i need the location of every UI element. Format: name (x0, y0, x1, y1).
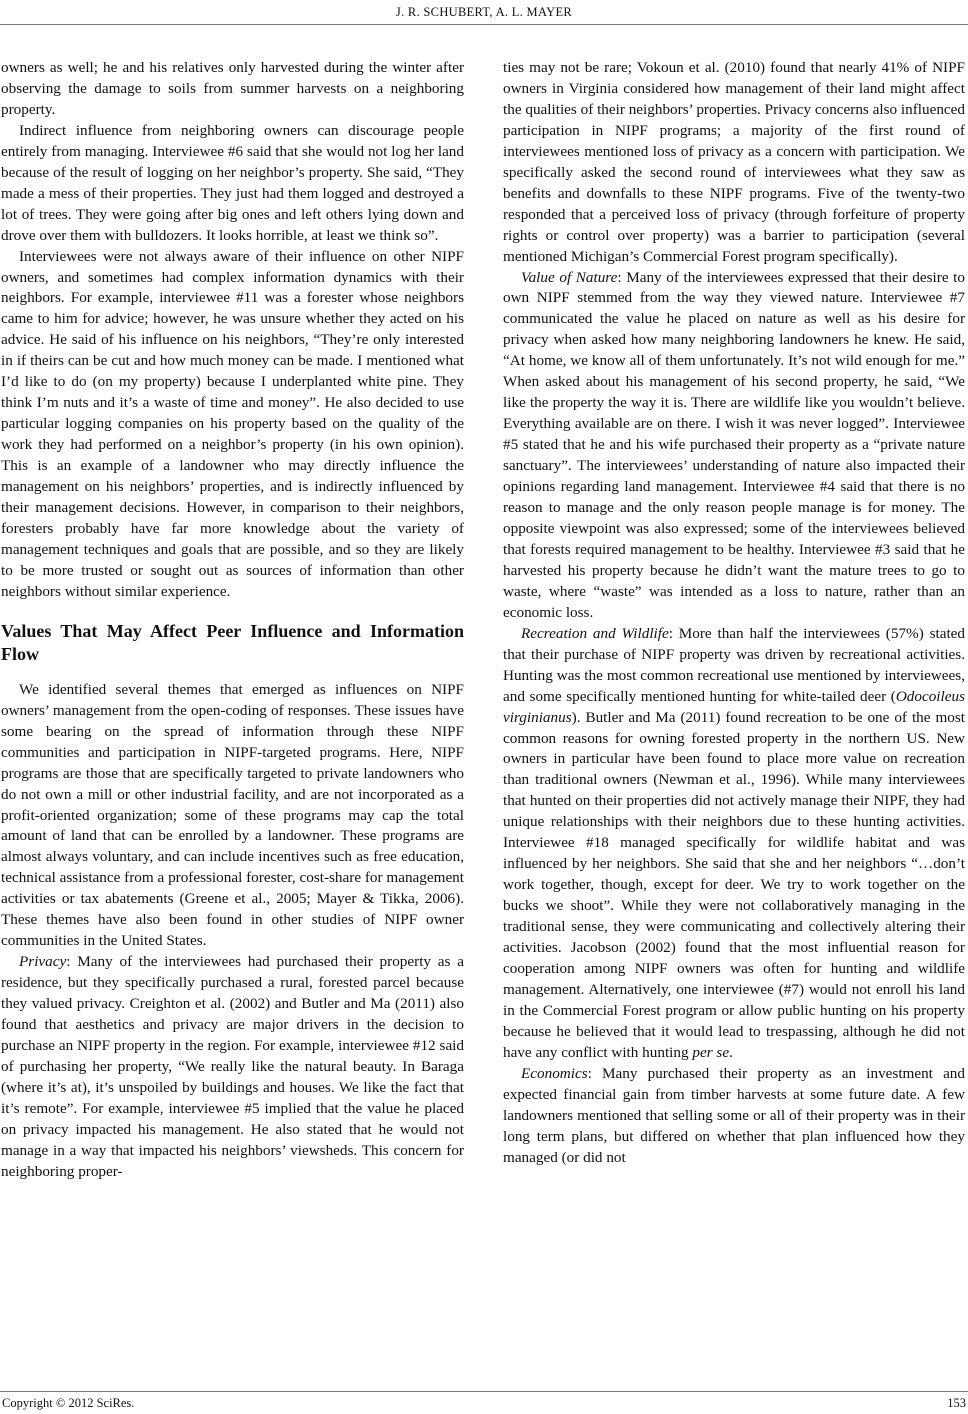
page-number: 153 (947, 1396, 966, 1410)
section-heading: Values That May Affect Peer Influence and Information Flow (1, 620, 464, 664)
paragraph-privacy (1, 952, 464, 1182)
paragraph-text: : Many purchased their property as an investment and expected financial gain from timber harvests at some future date. A few landowners mentioned that selling some or all of their property was in their long term plans, but differed on whether that plan influenced how they managed (or did not (503, 1064, 965, 1166)
paragraph-text: . (729, 1043, 733, 1061)
footer-divider (0, 1391, 968, 1392)
paragraph-text: : Many of the interviewees expressed that their desire to own NIPF stemmed from the way they viewed nature. Interviewee #7 communicated the value he placed on nature as well as his desire for privacy when asked how many neighboring landowners he knew. He said, “At home, we know all of them unfortunately. It’s not wild enough for me.” When asked about his management of his second property, he said, “We like the property the way it is. There are wildlife like you wouldn’t believe. Everything available are on there. I wish it was never logged”. Interviewee #5 stated that he and his wife purchased their property as a “private nature sanctuary”. The interviewees’ understanding of nature also impacted their opinions regarding land management. Interviewee #4 said that there is no reason to manage and the only reason people manage is for money. The opposite viewpoint was also expressed; some of the interviewees believed that forests required management to be healthy. Interviewee #3 said that he harvested his property because he didn’t want the mature trees to go to waste, where “waste” was intended as a loss to nature, rather than an economic loss. (503, 268, 965, 621)
paragraph: Interviewees were not always aware of their influence on other NIPF owners, and sometimes had complex information dynamics with their neighbors. For example, interviewee #11 was a forester whose neighbors came to him for advice; however, he was unsure whether they acted on his advice. He said of his influence on his neighbors, “They’re only interested in if theirs can be cut and how much money can be made. I mentioned what I’d like to do (on my property) because I underplanted white pine. They think I’m nuts and it’s a waste of time and money”. He also decided to use particular logging companies on his property based on the quality of the work they had performed on a neighbor’s property (in his own opinion). This is an example of a landowner who may directly influence the management on his neighbors’ properties, and is indirectly influenced by their management decisions. However, in comparison to their neighbors, foresters probably have far more knowledge about the variety of management techniques and goals that are possible, and so they are likely to be more trusted or sought out as sources of information than other neighbors without similar experience. (1, 247, 464, 600)
right-column (503, 58, 965, 1169)
paragraph: ties may not be rare; Vokoun et al. (2010) found that nearly 41% of NIPF owners in Virginia considered how management of their land might affect the qualities of their neighbors’ properties. Privacy concerns also influenced participation in NIPF programs; a majority of the first round of interviewees mentioned loss of privacy as a concern with participation. We specifically asked the second round of interviewees what they saw as benefits and downfalls to these NIPF programs. Five of the twenty-two responded that a perceived loss of privacy (through forfeiture of property rights or control over property) was a barrier to participation (several mentioned Michigan’s Commercial Forest program specifically). (503, 59, 965, 265)
paragraph: owners as well; he and his relatives only harvested during the winter after observing the damage to soils from summer harvests on a neighboring property. (1, 59, 464, 118)
paragraph: We identified several themes that emerged as influences on NIPF owners’ management from the open-coding of responses. These issues have some bearing on the spread of information through these NIPF communities and participation in NIPF-targeted programs. Here, NIPF programs are those that are specifically targeted to private landowners who do not own a mill or other industrial facility, and are not incorporated as a profit-oriented organization; some of these programs may cap the total amount of land that can be enrolled by a landowner. These programs are almost always voluntary, and can include incentives such as free education, technical assistance from a professional forester, cost-share for management activities or tax abatements (Greene et al., 2005; Mayer & Tikka, 2006). These themes have also been found in other studies of NIPF owner communities in the United States. (1, 680, 464, 950)
left-column (1, 58, 464, 1183)
run-in-label: Value of Nature (521, 268, 618, 286)
run-in-label: Privacy (19, 953, 67, 971)
paragraph-text: : More than half the interviewees (57%) stated that their purchase of NIPF property was driven by recreational activities. Hunting was the most common recreational use mentioned by interviewees, and some specifically mentioned hunting for white-tailed deer ( (503, 624, 966, 705)
copyright-notice: Copyright © 2012 SciRes. (2, 1396, 135, 1410)
header-divider (0, 24, 968, 25)
species-name: Odocoileus virginianus (503, 687, 965, 726)
run-in-label: Recreation and Wildlife (521, 624, 669, 642)
paragraph: Indirect influence from neighboring owners can discourage people entirely from managing. Interviewee #6 said that she would not log her land because of the result of logging on her neighbor’s property. She said, “They made a mess of their properties. They just had them logged and destroyed a lot of trees. They were going after big ones and left others lying down and drove over them with bulldozers. It looks horrible, at least we think so”. (1, 121, 464, 244)
paragraph-recreation (503, 624, 965, 1064)
paragraph-text: ). Butler and Ma (2011) found recreation to be one of the most common reasons for owning forested property in the northern US. New owners in particular have been found to place more value on recreation than traditional owners (Newman et al., 1996). While many interviewees that hunted on their properties did not actively manage their NIPF, they had unique relationships with their neighbors due to these hunting activities. Interviewee #18 managed specifically for wildlife habitat and was influenced by her neighbors. She said that she and her neighbors “…don’t work together, though, except for deer. We try to work together on the bucks we shoot”. While they were not collaboratively managing in the traditional sense, they were communicating and collectively altering their activities. Jacobson (2002) found that the most influential reason for cooperation among NIPF owners was often for hunting and wildlife management. Alternatively, one interviewee (#7) would not enroll his land in the Commercial Forest program or allow public hunting on his property because he believed that it would lead to trespassing, although he did not have any conflict with hunting (503, 708, 965, 1061)
running-header: J. R. SCHUBERT, A. L. MAYER (395, 5, 573, 19)
paragraph-value-of-nature (503, 268, 965, 624)
latin-phrase: per se (692, 1043, 730, 1061)
paragraph-text: : Many of the interviewees had purchased their property as a residence, but they specifically purchased a rural, forested parcel because they valued privacy. Creighton et al. (2002) and Butler and Ma (2011) also found that aesthetics and privacy are major drivers in the decision to purchase an NIPF property in the region. For example, interviewee #12 said of purchasing her property, “We really like the natural beauty. In Baraga (where it’s at), it’s unspoiled by buildings and houses. We like the fact that it’s remote”. For example, interviewee #5 implied that the value he placed on privacy impacted his management. He also stated that he would not manage in a way that impacted his neighbors’ viewsheds. This concern for neighboring proper- (1, 953, 464, 1180)
run-in-label: Economics (521, 1064, 588, 1082)
paragraph-economics (503, 1064, 965, 1169)
